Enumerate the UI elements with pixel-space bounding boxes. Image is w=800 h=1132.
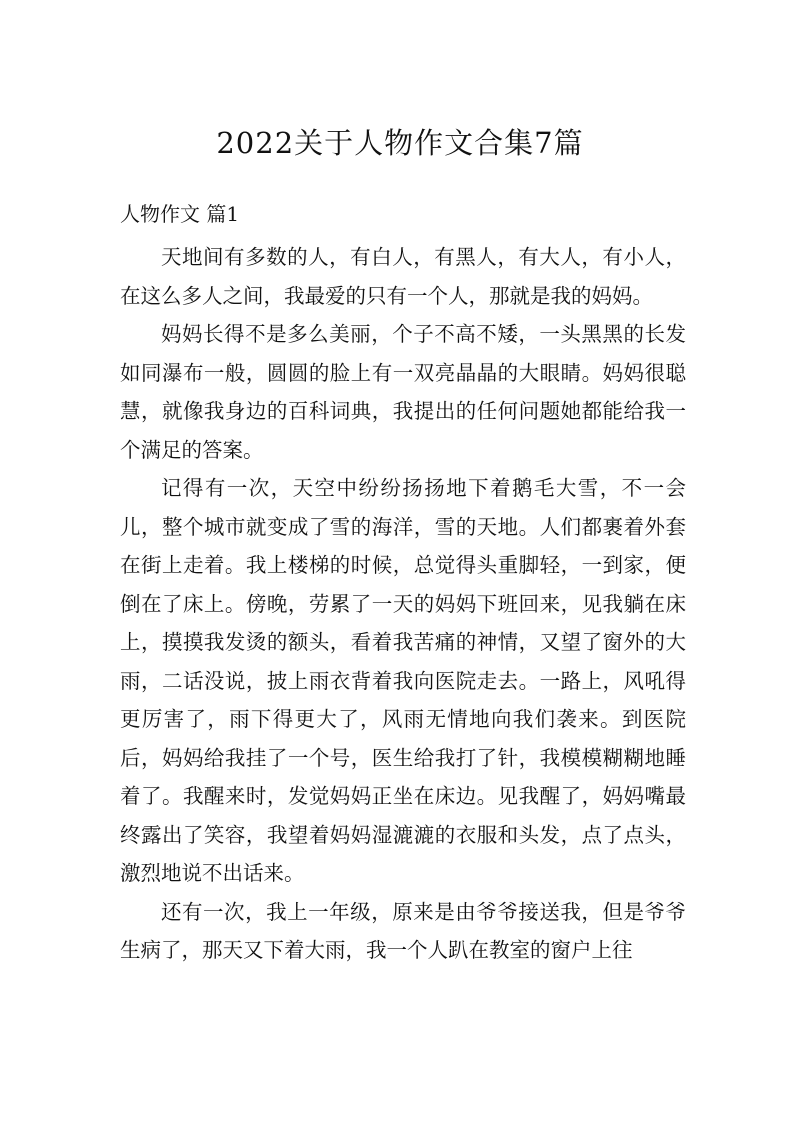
essay-body <box>120 238 686 970</box>
document-title: 2022关于人物作文合集7篇 <box>216 126 584 160</box>
paragraph-3: 记得有一次，天空中纷纷扬扬地下着鹅毛大雪，不一会儿，整个城市就变成了雪的海洋，雪的天地。人们都裹着外套在街上走着。我上楼梯的时候，总觉得头重脚轻，一到家，便倒在了床上。傍晚，劳累了一天的妈妈下班回来，见我躺在床上，摸摸我发烫的额头，看着我苦痛的神情，又望了窗外的大雨，二话没说，披上雨衣背着我向医院走去。一路上，风吼得更厉害了，雨下得更大了，风雨无情地向我们袭来。到医院后，妈妈给我挂了一个号，医生给我打了针，我模模糊糊地睡着了。我醒来时，发觉妈妈正坐在床边。见我醒了，妈妈嘴最终露出了笑容，我望着妈妈湿漉漉的衣服和头发，点了点头，激烈地说不出话来。 <box>120 476 686 885</box>
section-heading: 人物作文 篇1 <box>120 202 240 226</box>
paragraph-1: 天地间有多数的人，有白人，有黑人，有大人，有小人，在这么多人之间，我最爱的只有一个人，那就是我的妈妈。 <box>120 245 686 308</box>
paragraph-4: 还有一次，我上一年级，原来是由爷爷接送我，但是爷爷生病了，那天又下着大雨，我一个人趴在教室的窗户上往 <box>120 899 686 962</box>
paragraph-2: 妈妈长得不是多么美丽，个子不高不矮，一头黑黑的长发如同瀑布一般，圆圆的脸上有一双亮晶晶的大眼睛。妈妈很聪慧，就像我身边的百科词典，我提出的任何问题她都能给我一个满足的答案。 <box>120 322 686 462</box>
